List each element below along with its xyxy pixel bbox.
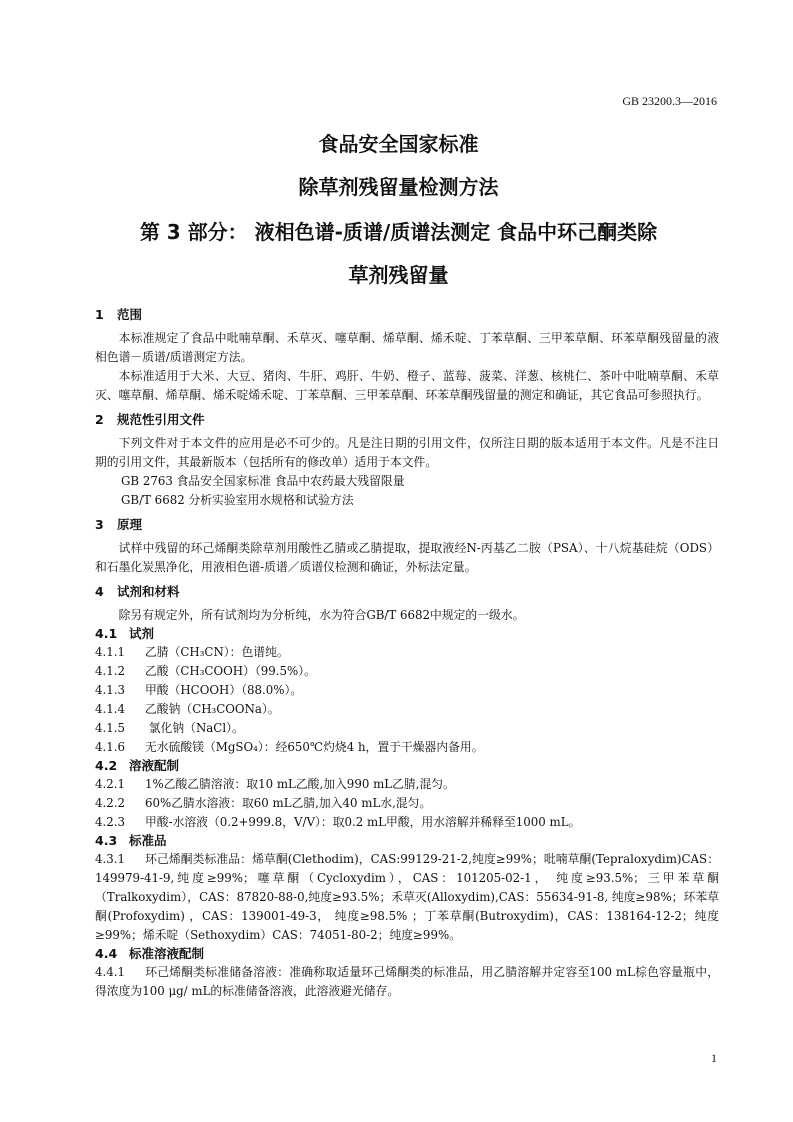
- item-text: 甲酸（HCOOH）（88.0%）。: [145, 683, 303, 697]
- list-item: [95, 775, 719, 794]
- section-title: 试剂和材料: [117, 584, 180, 599]
- item-number: 4.1.1: [95, 645, 126, 659]
- page-number: 1: [711, 1051, 717, 1065]
- item-text: 氯化钠（NaCl）。: [145, 721, 244, 735]
- section-number: 3: [95, 517, 104, 532]
- item-number: 4.2.1: [95, 777, 126, 791]
- list-item: [95, 794, 719, 813]
- item-text: 乙腈（CH₃CN）：色谱纯。: [145, 645, 289, 659]
- list-item: [95, 719, 719, 738]
- item-number: 4.2.3: [95, 815, 126, 829]
- reference-item: GB 2763 食品安全国家标准 食品中农药最大残留限量: [121, 474, 405, 488]
- subsection-heading-reagents: [95, 625, 719, 643]
- item-number: 4.1.5: [95, 721, 126, 735]
- paragraph: 下列文件对于本文件的应用是必不可少的。凡是注日期的引用文件，仅所注日期的版本适用于本文件。凡是不注日期的引用文件，其最新版本（包括所有的修改单）适用于本文件。: [95, 436, 719, 469]
- section-number: 2: [95, 412, 104, 427]
- list-item: [95, 963, 719, 1001]
- section-title: 范围: [117, 307, 143, 322]
- title-line-4: 草剂残留量: [348, 263, 449, 287]
- item-number: 4.1.4: [95, 702, 126, 716]
- subsection-heading-solutions: [95, 757, 719, 775]
- section-heading-reagents: [95, 583, 719, 601]
- section-number: 1: [95, 307, 104, 322]
- subsection-number: 4.1: [95, 626, 118, 641]
- subsection-title: 标准溶液配制: [129, 946, 205, 961]
- item-text: 乙酸（CH₃COOH）（99.5%）。: [145, 664, 316, 678]
- item-text: 环己烯酮类标准储备溶液：准确称取适量环己烯酮类的标准品，用乙腈溶解并定容至100 mL棕色容量瓶中，得浓度为100 μg/ mL的标准储备溶液，此溶液避光储存。: [95, 965, 719, 998]
- section-heading-principle: [95, 516, 719, 534]
- title-line-1: 食品安全国家标准: [318, 132, 479, 156]
- list-item: [95, 662, 719, 681]
- list-item: [95, 813, 719, 832]
- list-item: [95, 850, 719, 945]
- subsection-number: 4.2: [95, 758, 118, 773]
- title-line-2: 除草剂残留量检测方法: [298, 175, 499, 199]
- subsection-heading-standards: [95, 832, 719, 850]
- subsection-title: 溶液配制: [129, 758, 180, 773]
- item-text: 60%乙腈水溶液：取60 mL乙腈,加入40 mL水,混匀。: [145, 796, 432, 810]
- item-text: 甲酸-水溶液（0.2+999.8，V/V）：取0.2 mL甲酸，用水溶解并稀释至1000 mL。: [145, 815, 581, 829]
- section-title: 原理: [117, 517, 143, 532]
- list-item: [95, 681, 719, 700]
- reference-item: GB/T 6682 分析实验室用水规格和试验方法: [121, 493, 354, 507]
- item-number: 4.4.1: [95, 965, 126, 979]
- list-item: [95, 738, 719, 757]
- subsection-heading-standard-solutions: [95, 945, 719, 963]
- section-heading-normative-references: [95, 411, 719, 429]
- subsection-number: 4.3: [95, 833, 118, 848]
- item-number: 4.1.6: [95, 740, 126, 754]
- item-number: 4.1.3: [95, 683, 126, 697]
- item-text: 1%乙酸乙腈溶液：取10 mL乙酸,加入990 mL乙腈,混匀。: [145, 777, 455, 791]
- paragraph: 试样中残留的环己烯酮类除草剂用酸性乙腈或乙腈提取，提取液经N-丙基乙二胺（PSA）、十八烷基硅烷（ODS）和石墨化炭黑净化，用液相色谱-质谱／质谱仪检测和确证，外标法定量。: [95, 541, 719, 574]
- document-body: [95, 306, 719, 1001]
- item-number: 4.1.2: [95, 664, 126, 678]
- item-text: 无水硫酸镁（MgSO₄）：经650℃灼烧4 h，置于干燥器内备用。: [145, 740, 484, 754]
- paragraph: 本标准适用于大米、大豆、猪肉、牛肝、鸡肝、牛奶、橙子、蓝莓、菠菜、洋葱、核桃仁、茶叶中吡喃草酮、禾草灭、噻草酮、烯草酮、烯禾啶烯禾啶、丁苯草酮、三甲苯草酮、环苯草酮残留量的测定和确证，其它食品可参照执行。: [95, 369, 719, 402]
- item-text: 乙酸钠（CH₃COONa）。: [145, 702, 280, 716]
- subsection-number: 4.4: [95, 946, 118, 961]
- paragraph: 本标准规定了食品中吡喃草酮、禾草灭、噻草酮、烯草酮、烯禾啶、丁苯草酮、三甲苯草酮、环苯草酮残留量的液相色谱－质谱/质谱测定方法。: [95, 331, 719, 364]
- item-number: 4.3.1: [95, 852, 126, 866]
- list-item: [95, 643, 719, 662]
- item-text: 环己烯酮类标准品：烯草酮(Clethodim)，CAS:99129-21-2,纯度≥99%；吡喃草酮(Tepraloxydim)CAS：149979-41-9,纯度≥99%；噻草酮（Cycloxydim），CAS：101205-02-1， 纯度≥93.5%；三甲苯草酮（Tralkoxydim），CAS：87820-88-0,纯度≥93.5%；禾草灭(Alloxydim),CAS：55634-91-8, 纯度≥98%；环苯草酮(Profoxydim) ，CAS：139001-49-3， 纯度≥98.5% ；丁苯草酮(Butroxydim)，CAS：138164-12-2；纯度≥99%；烯禾啶（Sethoxydim）CAS：74051-80-2；纯度≥99%。: [95, 852, 719, 942]
- section-number: 4: [95, 584, 104, 599]
- title-line-3: 第 3 部分： 液相色谱-质谱/质谱法测定 食品中环己酮类除: [139, 220, 658, 244]
- standard-number: GB 23200.3—2016: [622, 94, 717, 108]
- subsection-title: 标准品: [129, 833, 167, 848]
- list-item: [95, 700, 719, 719]
- section-heading-scope: [95, 306, 719, 324]
- subsection-title: 试剂: [129, 626, 155, 641]
- section-title: 规范性引用文件: [117, 412, 205, 427]
- paragraph: 除另有规定外，所有试剂均为分析纯，水为符合GB/T 6682中规定的一级水。: [118, 608, 525, 622]
- item-number: 4.2.2: [95, 796, 126, 810]
